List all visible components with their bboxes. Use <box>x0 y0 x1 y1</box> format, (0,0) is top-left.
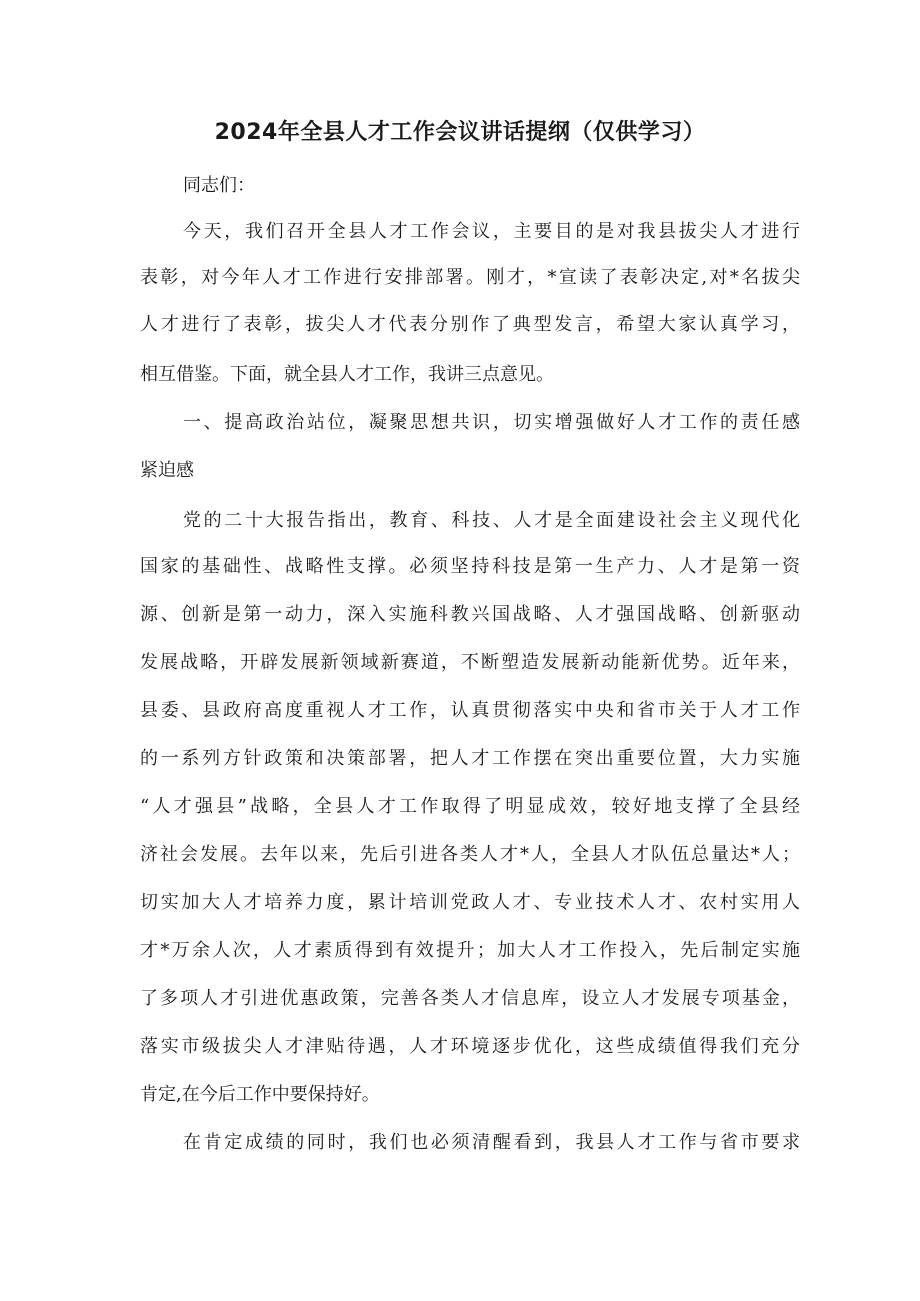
paragraph-line: 了多项人才引进优惠政策，完善各类人才信息库，设立人才发展专项基金， <box>140 988 800 1009</box>
paragraph-line: 发展战略，开辟发展新领域新赛道，不断塑造发展新动能新优势。近年来， <box>140 652 800 673</box>
paragraph-line: 在肯定成绩的同时，我们也必须清醒看到，我县人才工作与省市要求 <box>183 1132 800 1153</box>
paragraph-line: 济社会发展。去年以来，先后引进各类人才*人，全县人才队伍总量达*人； <box>140 844 800 865</box>
paragraph-line: “人才强县”战略，全县人才工作取得了明显成效，较好地支撑了全县经 <box>140 796 800 817</box>
salutation: 同志们： <box>183 175 255 196</box>
paragraph-line: 落实市级拔尖人才津贴待遇，人才环境逐步优化，这些成绩值得我们充分 <box>140 1036 800 1057</box>
paragraph-line: 切实加大人才培养力度，累计培训党政人才、专业技术人才、农村实用人 <box>140 892 800 913</box>
paragraph-line: 县委、县政府高度重视人才工作，认真贯彻落实中央和省市关于人才工作 <box>140 700 800 721</box>
document-title: 2024年全县人才工作会议讲话提纲（仅供学习） <box>214 120 706 145</box>
section-heading: 紧迫感 <box>140 460 194 481</box>
paragraph-line: 党的二十大报告指出，教育、科技、人才是全面建设社会主义现代化 <box>183 510 800 531</box>
paragraph-line: 相互借鉴。下面，就全县人才工作，我讲三点意见。 <box>140 364 554 385</box>
paragraph-line: 肯定,在今后工作中要保持好。 <box>140 1084 380 1105</box>
paragraph-line: 表彰，对今年人才工作进行安排部署。刚才，*宣读了表彰决定,对*名拔尖 <box>140 267 800 288</box>
paragraph-line: 的一系列方针政策和决策部署，把人才工作摆在突出重要位置，大力实施 <box>140 748 800 769</box>
paragraph-line: 人才进行了表彰，拔尖人才代表分别作了典型发言，希望大家认真学习， <box>140 314 800 335</box>
paragraph-line: 今天，我们召开全县人才工作会议，主要目的是对我县拔尖人才进行 <box>183 221 800 242</box>
section-heading: 一、提高政治站位，凝聚思想共识，切实增强做好人才工作的责任感 <box>183 412 800 433</box>
paragraph-line: 才*万余人次，人才素质得到有效提升；加大人才工作投入，先后制定实施 <box>140 940 800 961</box>
paragraph-line: 国家的基础性、战略性支撑。必须坚持科技是第一生产力、人才是第一资 <box>140 556 800 577</box>
paragraph-line: 源、创新是第一动力，深入实施科教兴国战略、人才强国战略、创新驱动 <box>140 604 800 625</box>
